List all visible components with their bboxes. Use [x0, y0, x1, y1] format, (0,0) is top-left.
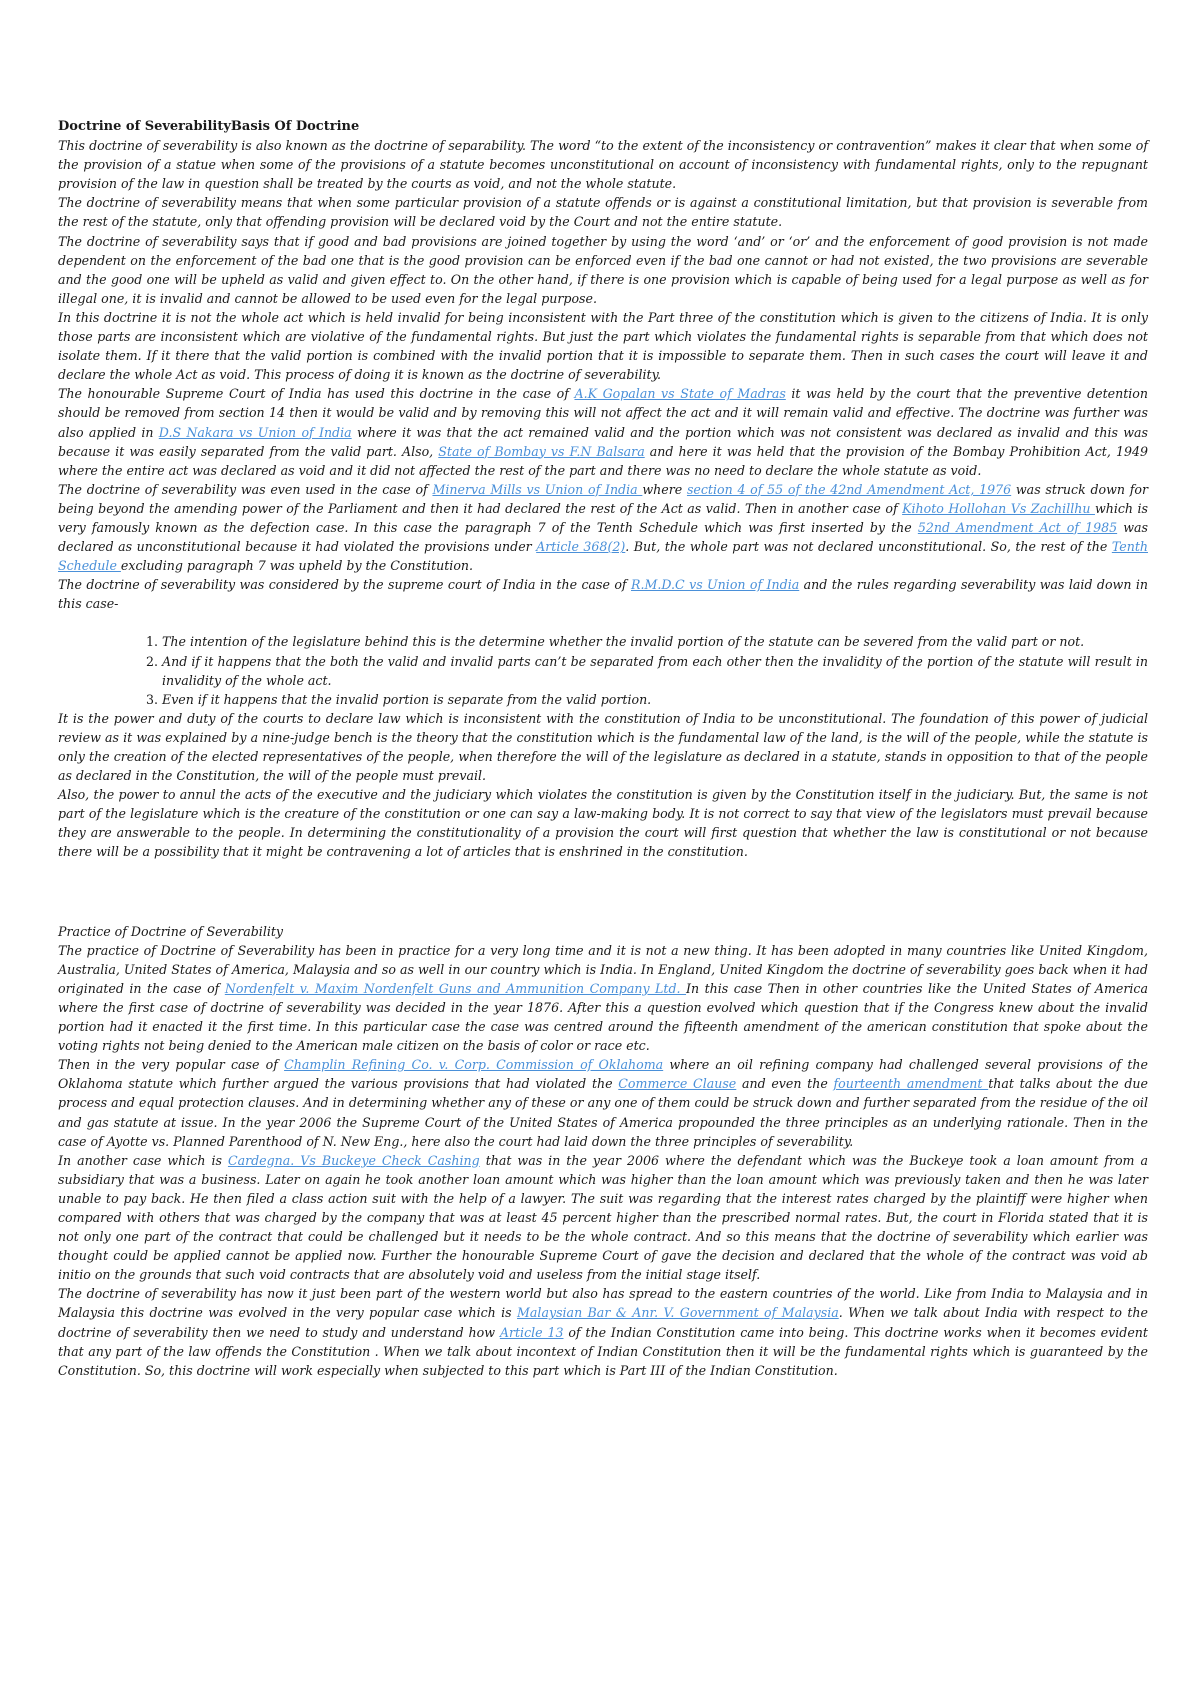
link-42nd-amendment[interactable]: section 4 of 55 of the 42nd Amendment Act, 1976: [686, 481, 1012, 497]
document-body: [58, 117, 1148, 1380]
paragraph-3: The doctrine of severability says that if good and bad provisions are joined together by using the word ‘and’ or ‘or’ and the enforcement of good provision is not made dependent on the enforcement of the bad one that is the good provision can be enforced even if the bad one cannot or had not existed, the two provisions are severable and the good one will be upheld as valid and given effect to. On the other hand, if there is one provision which is capable of being used for a legal purpose as well as for illegal one, it is invalid and cannot be allowed to be used even for the legal purpose.: [58, 233, 1148, 306]
link-malaysian-bar[interactable]: Malaysian Bar & Anr. V. Government of Malaysia: [517, 1305, 839, 1321]
paragraph-5: The honourable Supreme Court of India has used this doctrine in the case of A.K Gopalan vs State of Madras it was held by the court that the preventive detention should be removed from section 14 then it would be valid and by removing this will not affect the act and it will remain valid and effective. The doctrine was further was also applied in D.S Nakara vs Union of India where it was that the act remained valid and the portion which was not consistent was declared as invalid and this was because it was easily separated from the valid part. Also, State of Bombay vs F.N Balsara and here it was held that the provision of the Bombay Prohibition Act, 1949 where the entire act was declared as void and it did not affected the rest of the part and there was no need to declare the whole statute as void.: [58, 386, 1148, 478]
link-tenth-schedule[interactable]: Tenth Schedule: [58, 539, 1148, 574]
link-cardegna[interactable]: Cardegna. Vs Buckeye Check Cashing: [227, 1152, 480, 1168]
link-commerce-clause[interactable]: Commerce Clause: [618, 1076, 737, 1092]
link-nordenfelt[interactable]: Nordenfelt v. Maxim Nordenfelt Guns and Ammunition Company Ltd.: [224, 980, 687, 996]
link-champlin-refining[interactable]: Champlin Refining Co. v. Corp. Commission of Oklahoma: [284, 1057, 664, 1073]
document-title: Doctrine of SeverabilityBasis Of Doctrine: [58, 119, 360, 134]
list-item: 3. Even if it happens that the invalid portion is separate from the valid portion.: [162, 690, 1148, 709]
paragraph-7: The doctrine of severability was considered by the supreme court of India in the case of R.M.D.C vs Union of India and the rules regarding severability was laid down in this case-: [58, 577, 1148, 612]
list-item: 1. The intention of the legislature behind this is the determine whether the invalid portion of the statute can be severed from the valid part or not.: [162, 632, 1148, 651]
list-item: 2. And if it happens that the both the valid and invalid parts can’t be separated from each other then the invalidity of the portion of the statute will result in invalidity of the whole act.: [162, 652, 1148, 690]
link-rmdc[interactable]: R.M.D.C vs Union of India: [631, 577, 800, 593]
link-article-13[interactable]: Article 13: [499, 1324, 564, 1340]
link-article-368[interactable]: Article 368(2): [536, 539, 626, 555]
paragraph-2: The doctrine of severability means that when some particular provision of a statute offends or is against a constitutional limitation, but that provision is severable from the rest of the statute, only that offending provision will be declared void by the Court and not the entire statute.: [58, 195, 1148, 230]
link-kihoto-hollohan[interactable]: Kihoto Hollohan Vs Zachillhu: [902, 500, 1095, 516]
paragraph-4: In this doctrine it is not the whole act which is held invalid for being inconsistent with the Part three of the constitution which is given to the citizens of India. It is only those parts are inconsistent which are violative of the fundamental rights. But just the part which violates the fundamental rights is separable from that which does not isolate them. If it there that the valid portion is combined with the invalid portion that it is impossible to separate them. Then in such cases the court will leave it and declare the whole Act as void. This process of doing it is known as the doctrine of severability.: [58, 309, 1148, 383]
link-52nd-amendment[interactable]: 52nd Amendment Act of 1985: [917, 519, 1118, 535]
practice-paragraph-3: In another case which is Cardegna. Vs Buckeye Check Cashing that was in the year 2006 where the defendant which was the Buckeye took a loan amount from a subsidiary that was a business. Later on again he took another loan amount which was higher than the loan amount which was previously taken and then he was later unable to pay back. He then filed a class action suit with the help of a lawyer. The suit was regarding that the interest rates charged by the plaintiff were higher when compared with others that was charged by the company that was at least 45 percent higher than the prescribed normal rates. But, the court in Florida stated that it is not only one part of the contract that could be challenged but it needs to be the whole contract. And so this means that the doctrine of severability which earlier was thought could be applied cannot be applied now. Further the honourable Supreme Court of gave the decision and declared that the whole of the contract was void ab initio on the grounds that such void contracts that are absolutely void and useless from the initial stage itself.: [58, 1152, 1148, 1283]
link-minerva-mills[interactable]: Minerva Mills vs Union of India: [432, 481, 643, 497]
paragraph-1: This doctrine of severability is also known as the doctrine of separability. The word “to the extent of the inconsistency or contravention” makes it clear that when some of the provision of a statue when some of the provisions of a statute becomes unconstitutional on account of inconsistency with fundamental rights, only to the repugnant provision of the law in question shall be treated by the courts as void, and not the whole statute.: [58, 138, 1148, 192]
link-fourteenth-amendment[interactable]: fourteenth amendment: [833, 1076, 989, 1092]
practice-paragraph-4: The doctrine of severability has now it just been part of the western world but also has spread to the eastern countries of the world. Like from India to Malaysia and in Malaysia this doctrine was evolved in the very popular case which is Malaysian Bar & Anr. V. Government of Malaysia. When we talk about India with respect to the doctrine of severability then we need to study and understand how Article 13 of the Indian Constitution came into being. This doctrine works when it becomes evident that any part of the law offends the Constitution . When we talk about incontext of Indian Constitution then it will be the fundamental rights which is guaranteed by the Constitution. So, this doctrine will work especially when subjected to this part which is Part III of the Indian Constitution.: [58, 1286, 1148, 1378]
section-title-practice: Practice of Doctrine of Severability: [58, 923, 284, 939]
link-ds-nakara[interactable]: D.S Nakara vs Union of India: [158, 424, 352, 440]
paragraph-8: It is the power and duty of the courts to declare law which is inconsistent with the constitution of India to be unconstitutional. The foundation of this power of judicial review as it was explained by a nine-judge bench is the theory that the constitution which is the fundamental law of the land, is the will of the people, while the statute is only the creation of the elected representatives of the people, when therefore the will of the legislature as declared in a statute, stands in opposition to that of the people as declared in the Constitution, the will of the people must prevail.: [58, 710, 1148, 784]
paragraph-6: The doctrine of severability was even used in the case of Minerva Mills vs Union of India where section 4 of 55 of the 42nd Amendment Act, 1976 was struck down for being beyond the amending power of the Parliament and then it had declared the rest of the Act as valid. Then in another case of Kihoto Hollohan Vs Zachillhu which is very famously known as the defection case. In this case the paragraph 7 of the Tenth Schedule which was first inserted by the 52nd Amendment Act of 1985 was declared as unconstitutional because it had violated the provisions under Article 368(2). But, the whole part was not declared unconstitutional. So, the rest of the Tenth Schedule excluding paragraph 7 was upheld by the Constitution.: [58, 481, 1149, 574]
link-ak-gopalan[interactable]: A.K Gopalan vs State of Madras: [574, 386, 786, 402]
paragraph-9: Also, the power to annul the acts of the executive and the judiciary which violates the constitution is given by the Constitution itself in the judiciary. But, the same is not part of the legislature which is the creature of the constitution or one can say a law-making body. It is not correct to say that view of the legislators must prevail because they are answerable to the people. In determining the constitutionality of a provision the court will first question that whether the law is constitutional or not because there will be a possibility that it might be contravening a lot of articles that is enshrined in the constitution.: [58, 787, 1148, 860]
practice-paragraph-2: Then in the very popular case of Champlin Refining Co. v. Corp. Commission of Oklahoma where an oil refining company had challenged several provisions of the Oklahoma statute which further argued the various provisions that had violated the Commerce Clause and even the fourteenth amendment that talks about the due process and equal protection clauses. And in determining whether any of these or any one of them could be struck down and further separated from the residue of the oil and gas statute at issue. In the year 2006 the Supreme Court of the United States of America propounded the three principles as an underlying rationale. Then in the case of Ayotte vs. Planned Parenthood of N. New Eng., here also the court had laid down the three principles of severability.: [58, 1057, 1148, 1149]
severability-rules-list: [58, 632, 1148, 708]
practice-paragraph-1: The practice of Doctrine of Severability has been in practice for a very long time and it is not a new thing. It has been adopted in many countries like United Kingdom, Australia, United States of America, Malaysia and so as well in our country which is India. In England, United Kingdom the doctrine of severability goes back when it had originated in the case of Nordenfelt v. Maxim Nordenfelt Guns and Ammunition Company Ltd. In this case Then in other countries like the United States of America where the first case of doctrine of severability was decided in the year 1876. After this a question evolved which question that if the Congress knew about the invalid portion had it enacted it the first time. In this particular case the case was centred around the fifteenth amendment of the american constitution that spoke about the voting rights not being denied to the American male citizen on the basis of color or race etc.: [58, 942, 1148, 1054]
section-gap: [58, 862, 1148, 922]
link-state-of-bombay[interactable]: State of Bombay vs F.N Balsara: [438, 443, 645, 459]
